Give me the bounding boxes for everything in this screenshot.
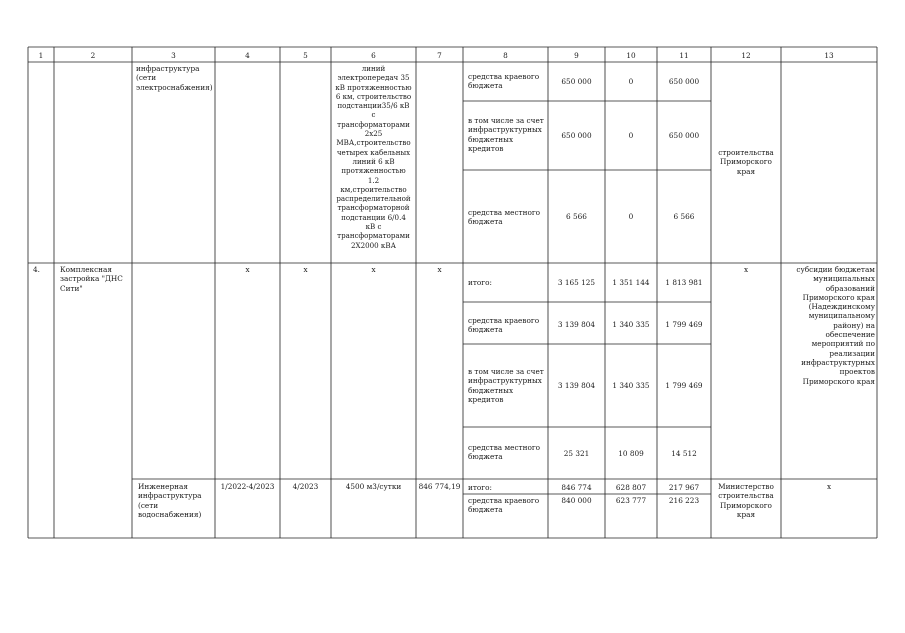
cell-col5: х xyxy=(303,265,308,274)
header-col-11: 11 xyxy=(679,51,689,60)
header-col-4: 4 xyxy=(245,51,250,60)
value-col9: 25 321 xyxy=(563,449,590,458)
value-col10: 0 xyxy=(628,77,634,86)
funding-source: средства местного бюджета xyxy=(468,208,541,227)
object-name-water: Инженерная инфраструктура (сети водоснабжения) xyxy=(138,482,202,519)
cell-col7: х xyxy=(437,265,442,274)
value-col9: 650 000 xyxy=(561,77,592,86)
header-col-12: 12 xyxy=(741,51,751,60)
funding-source: средства краевого бюджета xyxy=(468,496,540,515)
header-col-3: 3 xyxy=(171,51,176,60)
object-description-electric: линий электропередач 35 кВ протяженностью 6 км, строительство подстанции35/6 кВ с трансформаторами 2х25 МВА,строительство четырех кабельных линий 6 кВ протяженностью 1.2 км,строительство распределительной трансформаторной подстанции 6/0.4 кВ с трансформаторами 2Х2000 кВА xyxy=(335,64,412,250)
subsidy-description: субсидии бюджетам муниципальных образований Приморского края (Надеждинскому муниципальному району) на обеспечение мероприятий по реализации инфраструктурных проектов Приморского края xyxy=(796,265,875,386)
cell-col5: 4/2023 xyxy=(292,482,319,491)
value-col9: 840 000 xyxy=(561,496,592,505)
cell-col12: х xyxy=(743,265,749,274)
value-col11: 6 566 xyxy=(673,212,695,221)
header-col-10: 10 xyxy=(626,51,636,60)
value-col11: 1 799 469 xyxy=(665,320,703,329)
value-col9: 3 139 804 xyxy=(557,381,596,390)
funding-source: в том числе за счет инфраструктурных бюджетных кредитов xyxy=(468,367,544,404)
cell-col6: х xyxy=(371,265,376,274)
value-col10: 1 340 335 xyxy=(612,320,650,329)
responsible-ministry: строительства Приморского края xyxy=(718,148,774,176)
header-col-7: 7 xyxy=(437,51,442,60)
value-col11: 216 223 xyxy=(668,496,700,505)
value-col10: 1 351 144 xyxy=(612,278,650,287)
funding-source: итого: xyxy=(468,483,492,492)
value-col9: 3 165 125 xyxy=(557,278,596,287)
value-col11: 650 000 xyxy=(668,77,700,86)
header-col-5: 5 xyxy=(303,51,308,60)
value-col10: 0 xyxy=(628,212,634,221)
object-name-electric: инфраструктура (сети электроснабжения) xyxy=(136,64,213,92)
value-col11: 1 813 981 xyxy=(665,278,703,287)
funding-source: средства местного бюджета xyxy=(468,443,541,462)
cell-col7: 846 774,19 xyxy=(418,482,461,491)
header-col-1: 1 xyxy=(38,51,44,60)
value-col9: 6 566 xyxy=(566,212,587,221)
value-col9: 650 000 xyxy=(561,131,592,140)
value-col9: 3 139 804 xyxy=(557,320,596,329)
value-col11: 650 000 xyxy=(668,131,700,140)
value-col10: 623 777 xyxy=(615,496,647,505)
value-col10: 10 809 xyxy=(618,449,644,458)
header-col-2: 2 xyxy=(90,51,96,60)
cell-col4: 1/2022-4/2023 xyxy=(220,482,275,491)
header-col-8: 8 xyxy=(503,51,508,60)
value-col10: 1 340 335 xyxy=(612,381,650,390)
project-name: Комплексная застройка "ДНС Сити" xyxy=(60,265,123,293)
cell-col4: х xyxy=(245,265,250,274)
row-number: 4. xyxy=(33,265,40,274)
value-col11: 1 799 469 xyxy=(665,381,703,390)
value-col11: 14 512 xyxy=(671,449,697,458)
responsible-ministry: Министерство строительства Приморского края xyxy=(718,482,774,519)
funding-source: в том числе за счет инфраструктурных бюджетных кредитов xyxy=(468,116,544,153)
value-col9: 846 774 xyxy=(561,483,592,492)
funding-source: итого: xyxy=(468,278,492,287)
funding-source: средства краевого бюджета xyxy=(468,316,540,335)
value-col10: 0 xyxy=(628,131,634,140)
value-col11: 217 967 xyxy=(668,483,700,492)
cell-col6: 4500 м3/сутки xyxy=(345,482,402,491)
header-col-6: 6 xyxy=(371,51,376,60)
header-col-9: 9 xyxy=(574,51,579,60)
cell-col13: х xyxy=(826,482,832,491)
funding-source: средства краевого бюджета xyxy=(468,72,540,91)
header-col-13: 13 xyxy=(824,51,834,60)
value-col10: 628 807 xyxy=(615,483,647,492)
